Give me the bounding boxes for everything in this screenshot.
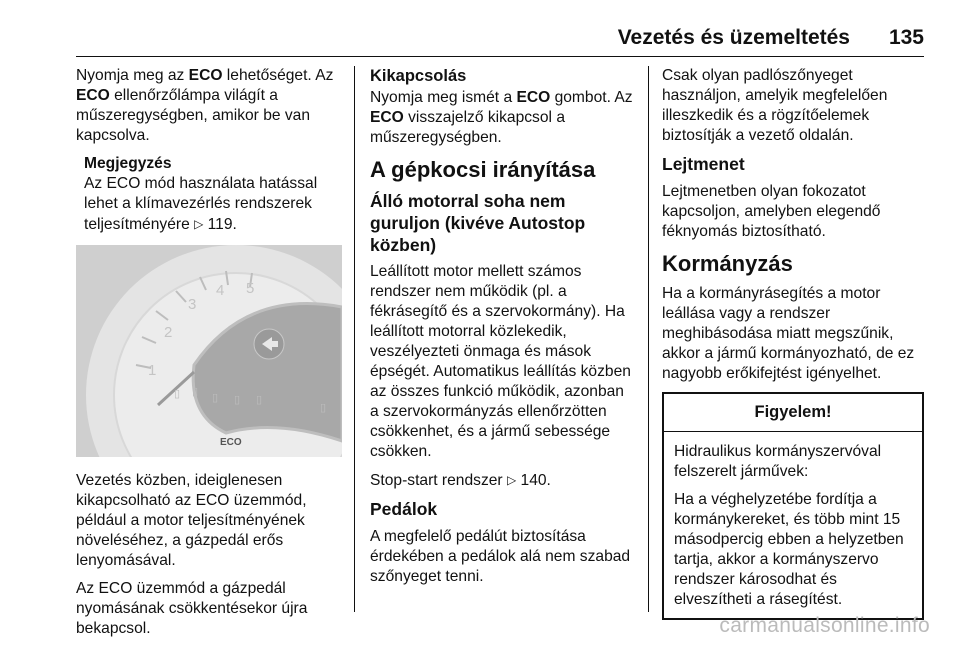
svg-text:▯: ▯ (212, 392, 219, 404)
section-heading-kormanyzas: Kormányzás (662, 251, 793, 276)
speedometer-illustration (76, 245, 342, 457)
eco-label: ECO (188, 67, 223, 84)
eco-label: ECO (76, 87, 110, 104)
note-block (84, 154, 348, 235)
section-heading-lejtmenet: Lejtmenet (662, 154, 745, 174)
note-title: Megjegyzés (84, 155, 172, 172)
svg-text:4: 4 (216, 282, 225, 299)
svg-text:1: 1 (148, 362, 157, 379)
warning-box (662, 392, 924, 620)
instrument-cluster-figure (76, 245, 342, 457)
column-1 (76, 66, 348, 647)
paragraph: A megfelelő pedálút biztosítása érdekében a pedálok alá nem szabad szőnyeget tenni. (370, 528, 631, 585)
column-divider (648, 66, 649, 612)
paragraph: Vezetés közben, ideiglenesen kikapcsolható az ECO üzemmód, például a motor teljesítményének növeléséhez, a gázpedál erős lenyomásával. (76, 472, 307, 569)
page-number: 135 (888, 26, 924, 49)
svg-text:5: 5 (246, 280, 255, 297)
svg-text:▯: ▯ (320, 402, 327, 414)
svg-text:▯: ▯ (192, 386, 199, 398)
paragraph: Az ECO üzemmód a gázpedál nyomásának csökkentésekor újra bekapcsol. (76, 580, 308, 637)
paragraph: Ha a kormányrásegítés a motor leállása vagy a rendszer meghibásodása miatt megszűnik, akkor a jármű kormányozható, de ez nagyobb erőkifejtést igényelhet. (662, 285, 915, 382)
svg-text:3: 3 (188, 296, 197, 313)
note-text: Az ECO mód használata hatással lehet a klímavezérlés rendszerek teljesítményére ▷ 119. (84, 175, 318, 233)
figure-eco-label: ECO (220, 437, 242, 448)
eco-label: ECO (516, 89, 551, 106)
warning-text: Ha a véghelyzetébe fordítja a kormánykereket, és több mint 15 másodpercig ebben a helyzetben tartja, akkor a kormányszervo rendszer károsodhat és elveszítheti a rásegítést. (674, 491, 904, 608)
reference-arrow-icon: ▷ (506, 473, 517, 487)
section-heading-kikapcsolas: Kikapcsolás (370, 67, 467, 85)
eco-label: ECO (370, 109, 404, 126)
header-title: Vezetés és üzemeltetés (617, 26, 850, 49)
watermark: carmanualsonline.info (719, 614, 930, 637)
cross-reference: Stop-start rendszer ▷ 140. (370, 472, 551, 489)
paragraph: Nyomja meg ismét a ECO gombot. Az ECO visszajelző kikapcsol a műszeregységben. (370, 89, 633, 146)
svg-text:▯: ▯ (234, 394, 241, 406)
paragraph: Csak olyan padlószőnyeget használjon, amelyik megfelelően illeszkedik és a rögzítőelemek biztosítják a vezető oldalán. (662, 67, 888, 144)
eco-paragraph: Nyomja meg az ECO lehetőséget. Az ECO ellenőrzőlámpa világít a műszeregységben, amikor be van kapcsolva. (76, 67, 334, 144)
svg-text:2: 2 (164, 324, 173, 341)
paragraph: Leállított motor mellett számos rendszer nem működik (pl. a fékrásegítő és a szervokormány). Ha leállított motorral közlekedik, veszélyezteti önmaga és mások épségét. Automatikus leállítás közben az összes funkció működik, azonban a szervokormányzás ellenőrzötten csökkenhet, és a jármű sebessége csökken. (370, 263, 631, 460)
warning-text: Hidraulikus kormányszervóval felszerelt járművek: (674, 443, 882, 480)
section-heading-pedalok: Pedálok (370, 499, 438, 519)
header-rule (76, 56, 924, 57)
warning-title: Figyelem! (664, 394, 922, 432)
page-header (76, 18, 924, 52)
svg-text:▯: ▯ (174, 388, 181, 400)
reference-arrow-icon: ▷ (194, 217, 204, 231)
paragraph: Lejtmenetben olyan fokozatot kapcsoljon, amelyben elegendő féknyomás biztosítható. (662, 183, 881, 240)
svg-text:▯: ▯ (256, 394, 263, 406)
subheading: Álló motorral soha nem guruljon (kivéve Autostop közben) (370, 191, 586, 255)
column-divider (354, 66, 355, 612)
column-3 (662, 66, 924, 620)
column-2 (370, 66, 634, 595)
chapter-heading: A gépkocsi irányítása (370, 157, 596, 182)
